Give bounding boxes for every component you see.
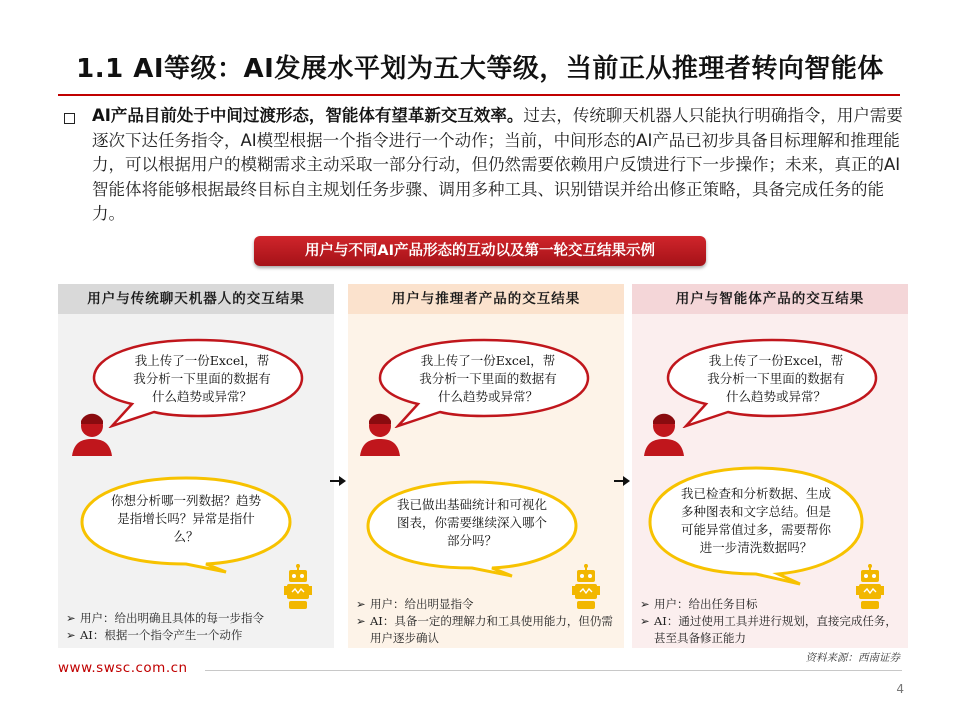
note-item: ➢ 用户：给出明确且具体的每一步指令: [66, 611, 264, 625]
user-speech-bubble: [374, 336, 594, 428]
user-speech-bubble: [662, 336, 882, 428]
title-divider: [58, 94, 900, 96]
intro-bold: AI产品目前处于中间过渡形态，智能体有望革新交互效率。: [92, 106, 524, 125]
ai-message: 我已做出基础统计和可视化图表，你需要继续深入哪个部分吗？: [396, 497, 547, 548]
ai-speech-bubble: [644, 464, 868, 586]
page-number: 4: [896, 682, 904, 696]
panel-header: 用户与推理者产品的交互结果: [348, 284, 624, 314]
arrow-right-icon: [614, 472, 630, 491]
ai-message: 你想分析哪一列数据？趋势是指增长吗？异常是指什么？: [110, 493, 261, 544]
panel-notes: [640, 596, 902, 647]
source-note: 资料来源：西南证券: [805, 652, 900, 664]
ai-message: 我已检查和分析数据、生成多种图表和文字总结。但是可能异常值过多，需要帮你进一步清洗数据吗？: [680, 486, 831, 555]
panel-notes: [356, 596, 618, 647]
panel-agent: [632, 284, 908, 648]
panel-notes: [66, 610, 328, 644]
bullet-square-icon: [64, 113, 75, 124]
note-item: ➢ AI：具备一定的理解力和工具使用能力，但仍需用户逐步确认: [356, 614, 613, 645]
intro-text: 过去，传统聊天机器人只能执行明确指令，用户需要逐次下达任务指令，AI模型根据一个指令进行一个动作；当前，中间形态的AI产品已初步具备目标理解和推理能力，可以根据用户的模糊需求主动采取一部分行动，但仍然需要依赖用户反馈进行下一步操作；未来，真正的AI智能体将能够根据最终目标自主规划任务步骤、调用多种工具、识别错误并给出修正策略，具备完成任务的能力。: [92, 106, 903, 223]
user-message: 我上传了一份Excel，帮我分析一下里面的数据有什么趋势或异常？: [133, 353, 271, 404]
page-title: 1.1 AI等级：AI发展水平划为五大等级，当前正从推理者转向智能体: [76, 54, 884, 84]
intro-paragraph: [92, 104, 904, 227]
user-message: 我上传了一份Excel，帮我分析一下里面的数据有什么趋势或异常？: [419, 353, 557, 404]
footer-url[interactable]: www.swsc.com.cn: [58, 660, 188, 676]
note-item: ➢ 用户：给出明显指令: [356, 597, 474, 611]
footer-divider: [205, 670, 902, 671]
note-item: ➢ AI：通过使用工具并进行规划，直接完成任务，甚至具备修正能力: [640, 614, 897, 645]
panel-reasoner: [348, 284, 624, 648]
ai-speech-bubble: [76, 474, 296, 574]
user-message: 我上传了一份Excel，帮我分析一下里面的数据有什么趋势或异常？: [707, 353, 845, 404]
note-item: ➢ AI：根据一个指令产生一个动作: [66, 628, 243, 642]
user-avatar-icon: [642, 412, 686, 460]
panel-body: [348, 314, 624, 648]
panel-chatbot: [58, 284, 334, 648]
user-avatar-icon: [70, 412, 114, 460]
robot-icon: [284, 564, 312, 614]
panel-header: 用户与智能体产品的交互结果: [632, 284, 908, 314]
panel-body: [632, 314, 908, 648]
panel-body: [58, 314, 334, 648]
figure-banner: 用户与不同AI产品形态的互动以及第一轮交互结果示例: [254, 236, 706, 266]
user-speech-bubble: [88, 336, 308, 428]
panel-header: 用户与传统聊天机器人的交互结果: [58, 284, 334, 314]
user-avatar-icon: [358, 412, 402, 460]
arrow-right-icon: [330, 472, 346, 491]
note-item: ➢ 用户：给出任务目标: [640, 597, 758, 611]
ai-speech-bubble: [362, 478, 582, 578]
